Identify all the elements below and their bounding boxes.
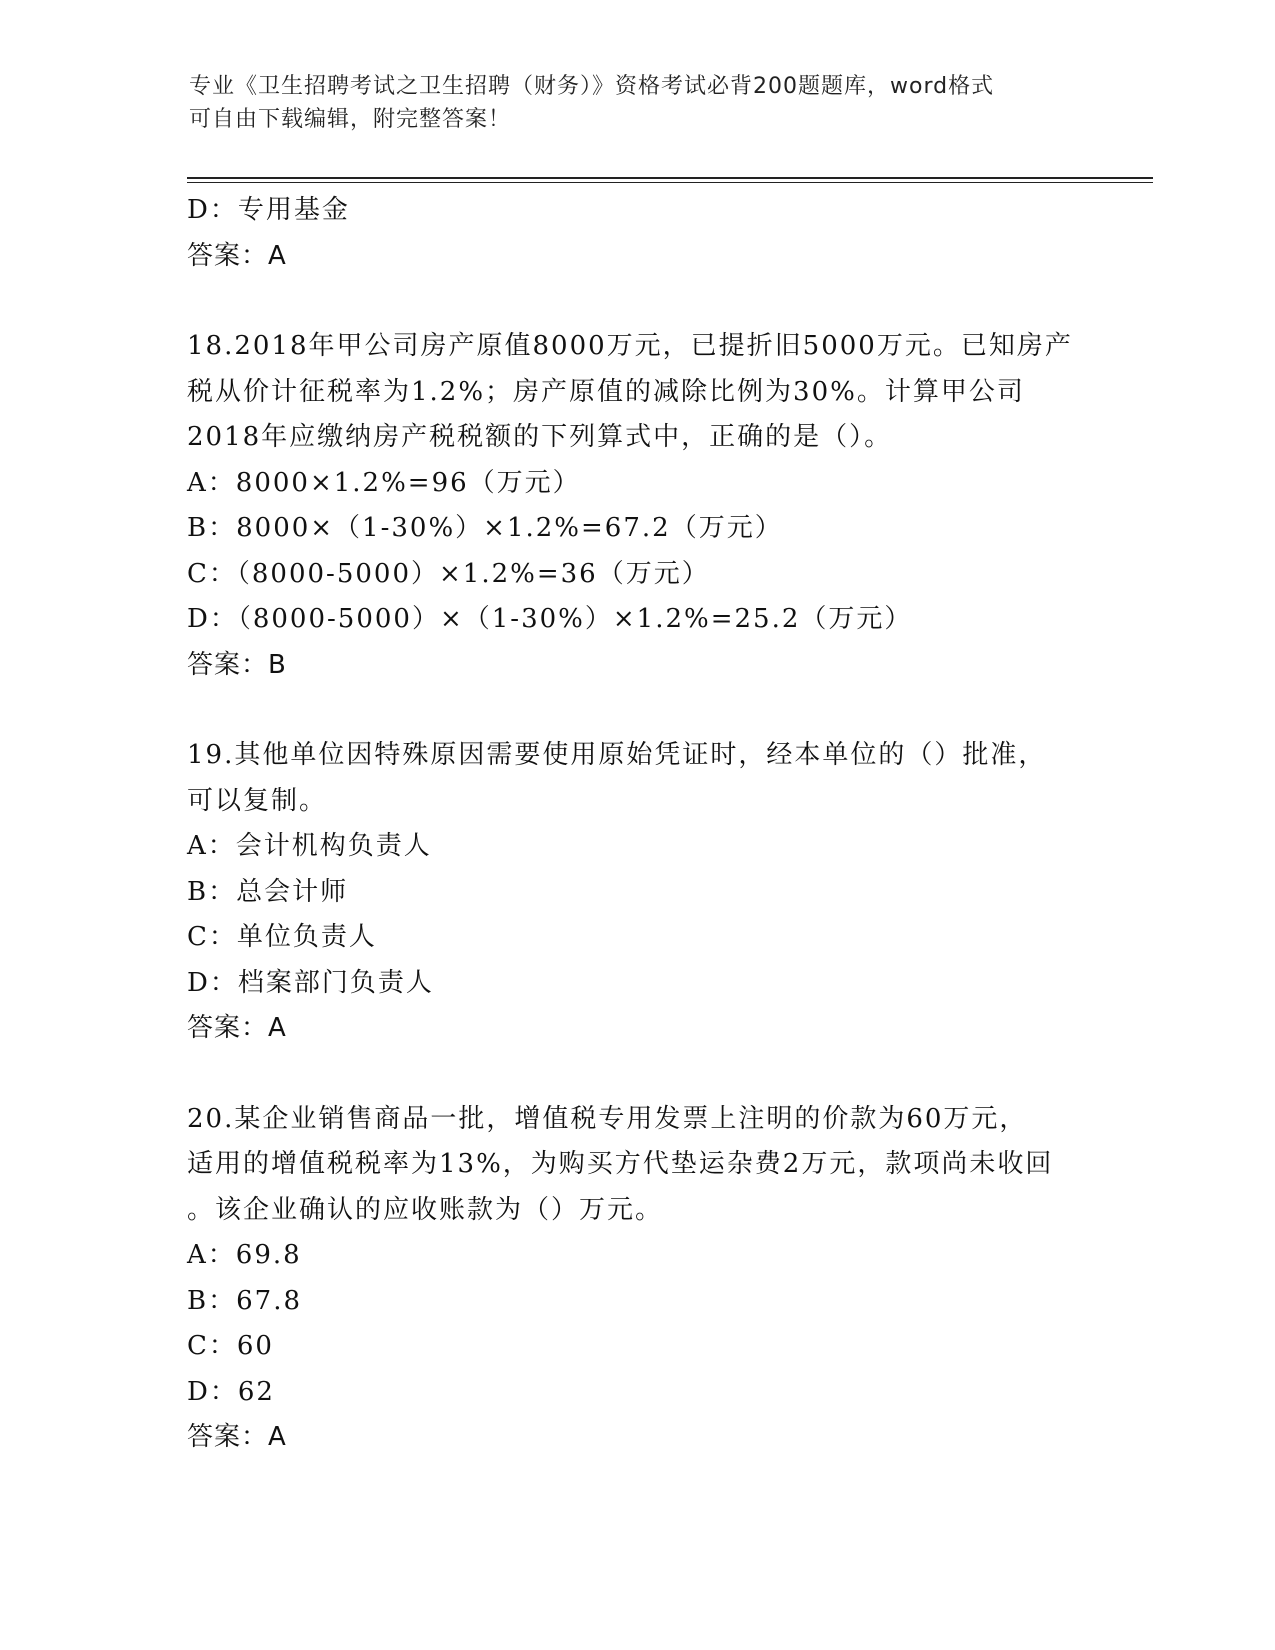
previous-question-tail (187, 188, 1087, 279)
option-d: D：（8000-5000）×（1-30%）×1.2%=25.2（万元） (187, 604, 913, 634)
header-line-1: 专业《卫生招聘考试之卫生招聘（财务）》资格考试必背200题题库，word格式 (189, 74, 995, 99)
option-c: C：（8000-5000）×1.2%=36（万元） (187, 558, 710, 589)
question-text: 20.某企业销售商品一批，增值税专用发票上注明的价款为60万元， (187, 1103, 1028, 1134)
option-b: B：8000×（1-30%）×1.2%=67.2（万元） (187, 513, 783, 543)
question-19 (187, 733, 1087, 1052)
option-c: C：60 (187, 1331, 274, 1361)
option-c: C：单位负责人 (187, 922, 377, 952)
option-b: B：67.8 (187, 1285, 302, 1316)
header-divider-thick (187, 177, 1153, 179)
answer-line: 答案：A (187, 1422, 287, 1452)
question-text: 19.其他单位因特殊原因需要使用原始凭证时，经本单位的（）批准， (187, 740, 1047, 770)
question-text: 2018年应缴纳房产税税额的下列算式中，正确的是（）。 (187, 422, 893, 452)
answer-line: 答案：A (187, 1013, 287, 1043)
option-d: D：62 (187, 1376, 275, 1407)
question-text: 。该企业确认的应收账款为（）万元。 (187, 1194, 664, 1225)
page-header (189, 70, 1089, 136)
answer-line: 答案：B (187, 649, 287, 680)
header-divider-thin (187, 182, 1153, 183)
option-b: B：总会计师 (187, 876, 349, 907)
question-text: 税从价计征税率为1.2%；房产原值的减除比例为30%。计算甲公司 (187, 376, 1025, 407)
document-body (187, 188, 1087, 1461)
option-d: D：专用基金 (187, 195, 350, 225)
answer-line: 答案：A (187, 240, 287, 271)
option-a: A：69.8 (187, 1240, 302, 1270)
question-18 (187, 324, 1087, 688)
header-line-2: 可自由下载编辑，附完整答案！ (189, 107, 512, 132)
question-20 (187, 1097, 1087, 1461)
option-d: D：档案部门负责人 (187, 967, 434, 998)
option-a: A：8000×1.2%=96（万元） (187, 467, 581, 498)
option-a: A：会计机构负责人 (187, 831, 432, 861)
question-text: 适用的增值税税率为13%，为购买方代垫运杂费2万元，款项尚未收回 (187, 1149, 1054, 1179)
question-text: 可以复制。 (187, 785, 328, 816)
question-text: 18.2018年甲公司房产原值8000万元，已提折旧5000万元。已知房产 (187, 331, 1073, 361)
